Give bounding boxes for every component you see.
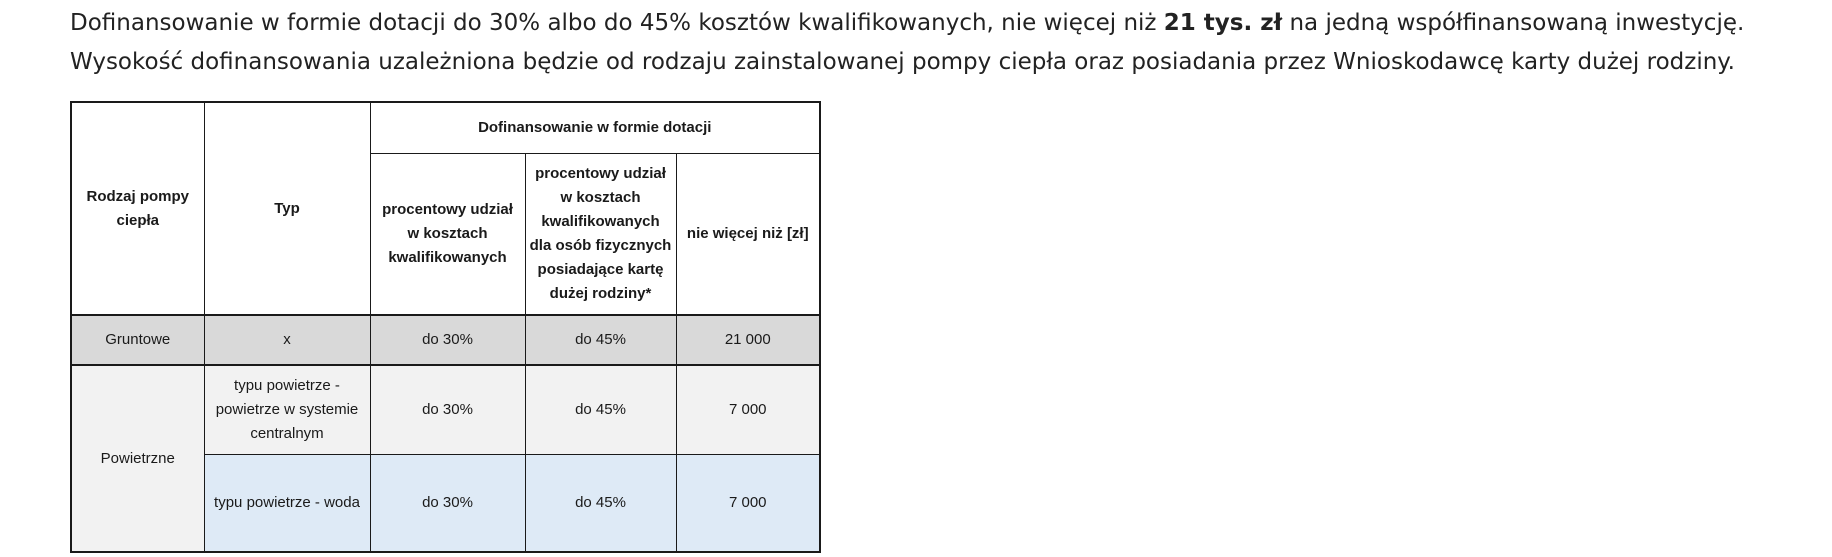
cell-udzial: do 30% xyxy=(370,455,525,553)
subsidy-table xyxy=(70,101,821,553)
cell-max: 7 000 xyxy=(676,365,820,455)
table-row xyxy=(71,315,820,365)
cell-rodzaj: Gruntowe xyxy=(71,315,204,365)
table-row xyxy=(71,365,820,455)
header-udzial: procentowy udział w kosztach kwalifikowanych xyxy=(370,154,525,316)
table-header-row-1 xyxy=(71,102,820,154)
cell-typ: x xyxy=(204,315,370,365)
table-image-wrapper xyxy=(70,101,819,553)
cell-udzial-kdr: do 45% xyxy=(525,455,676,553)
cell-udzial-kdr: do 45% xyxy=(525,365,676,455)
cell-max: 21 000 xyxy=(676,315,820,365)
cell-udzial: do 30% xyxy=(370,365,525,455)
cell-udzial: do 30% xyxy=(370,315,525,365)
cell-rodzaj: Powietrzne xyxy=(71,365,204,552)
intro-bold-amount: 21 tys. zł xyxy=(1163,10,1283,36)
intro-text-before: Dofinansowanie w formie dotacji do 30% albo do 45% kosztów kwalifikowanych, nie więcej niż xyxy=(70,10,1164,36)
header-group-dotacja: Dofinansowanie w formie dotacji xyxy=(370,102,820,154)
cell-typ: typu powietrze - powietrze w systemie centralnym xyxy=(204,365,370,455)
header-typ: Typ xyxy=(204,102,370,315)
intro-text-after: na jedną współfinansowaną inwestycję. Wysokość dofinansowania uzależniona będzie od rodzaju zainstalowanej pompy ciepła oraz posiadania przez Wnioskodawcę karty dużej rodziny. xyxy=(70,10,1745,75)
cell-typ: typu powietrze - woda xyxy=(204,455,370,553)
intro-paragraph xyxy=(70,4,1790,82)
header-max: nie więcej niż [zł] xyxy=(676,154,820,316)
cell-max: 7 000 xyxy=(676,455,820,553)
header-udzial-kdr: procentowy udział w kosztach kwalifikowanych dla osób fizycznych posiadające kartę dużej rodziny* xyxy=(525,154,676,316)
header-rodzaj: Rodzaj pompy ciepła xyxy=(71,102,204,315)
cell-udzial-kdr: do 45% xyxy=(525,315,676,365)
